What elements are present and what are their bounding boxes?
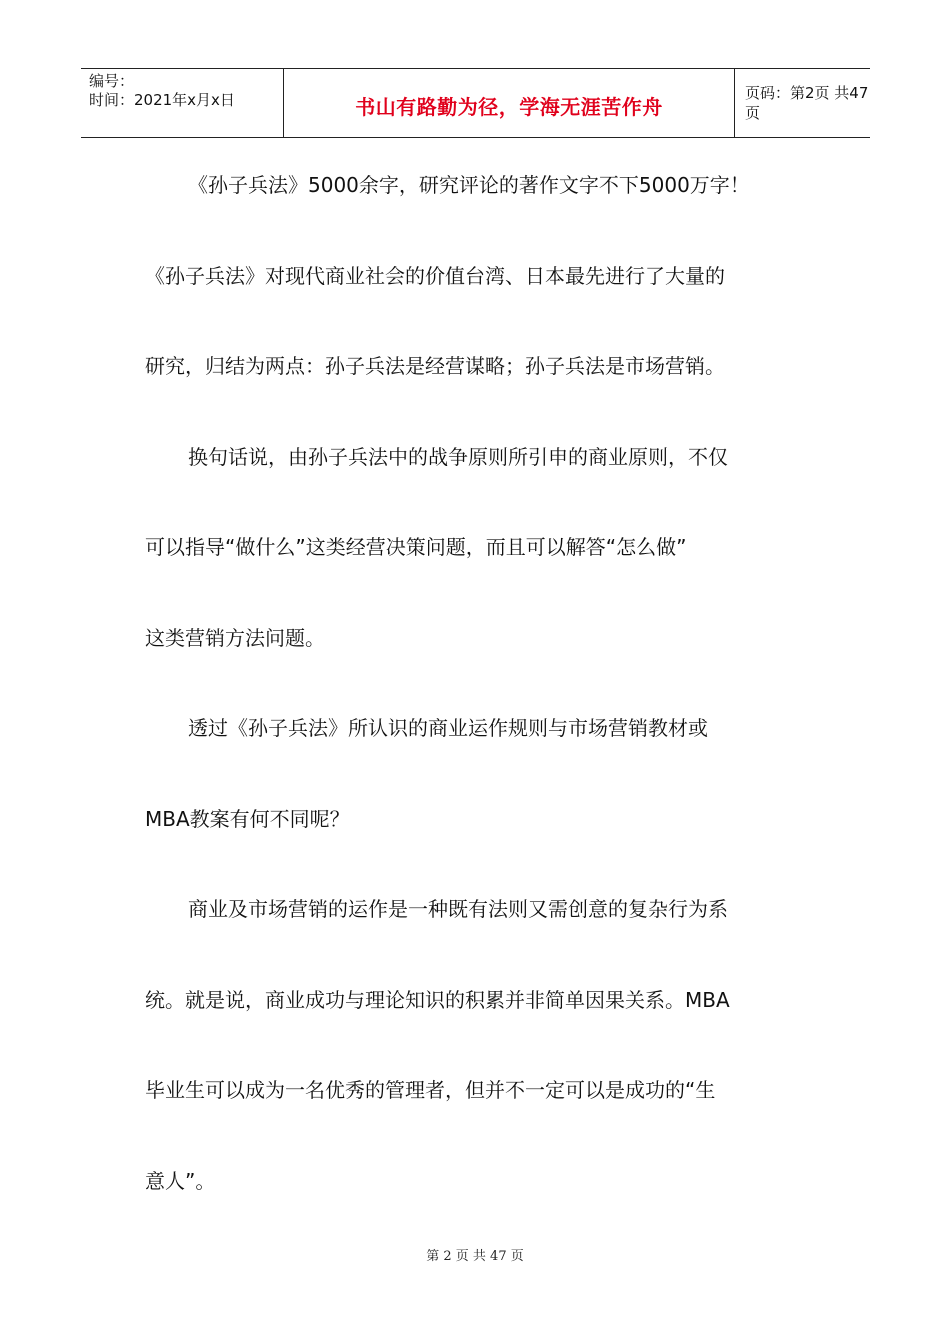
text-line: 商业及市场营销的运作是一种既有法则又需创意的复杂行为系 [188,897,728,921]
page-header [81,68,870,138]
document-date-label: 时间：2021年x月x日 [89,91,235,109]
text-line: 换句话说，由孙子兵法中的战争原则所引申的商业原则，不仅 [188,444,728,469]
text-line: 毕业生可以成为一名优秀的管理者，但并不一定可以是成功的“生 [145,1078,716,1102]
text-line: 可以指导“做什么”这类经营决策问题，而且可以解答“怎么做” [145,535,687,559]
header-motto-cell [283,69,735,137]
text-line: 意人”。 [145,1168,216,1193]
text-line: 透过《孙子兵法》所认识的商业运作规则与市场营销教材或 [188,716,708,740]
footer-page-number: 第 2 页 共 47 页 [426,1249,524,1264]
text-line: 《孙子兵法》对现代商业社会的价值台湾、日本最先进行了大量的 [145,263,725,288]
text-line: MBA教案有何不同呢？ [145,806,350,831]
header-meta-cell [81,69,283,137]
text-line: 统。就是说，商业成功与理论知识的积累并非简单因果关系。MBA [145,987,730,1012]
header-motto: 书山有路勤为径，学海无涯苦作舟 [355,94,663,119]
text-line: 这类营销方法问题。 [145,625,325,650]
document-body [145,150,805,1236]
header-page-code: 页码：第2页 共47页 [745,84,869,122]
header-page-cell [735,69,870,137]
page-footer [0,1245,950,1264]
document-number-label: 编号： [89,72,135,90]
text-line: 《孙子兵法》5000余字，研究评论的著作文字不下5000万字！ [188,173,750,197]
text-line: 研究，归结为两点：孙子兵法是经营谋略；孙子兵法是市场营销。 [145,354,725,378]
